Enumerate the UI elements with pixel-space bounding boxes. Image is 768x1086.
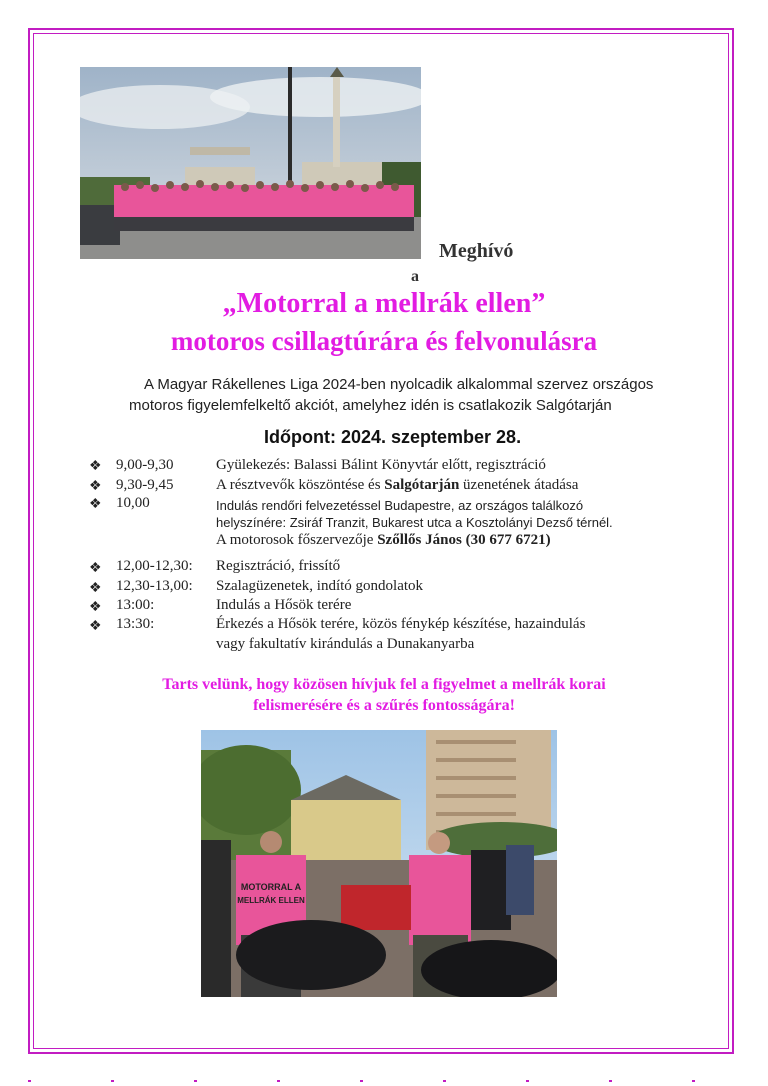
- invitation-heading: Meghívó: [439, 240, 514, 262]
- bikers-photo-salgotarjan: [201, 730, 557, 997]
- schedule-desc: Indulás rendőri felvezetéssel Budapestre, az országos találkozó: [216, 498, 584, 513]
- closing-line1: Tarts velünk, hogy közösen hívjuk fel a figyelmet a mellrák korai: [162, 676, 606, 693]
- schedule-desc: vagy fakultatív kirándulás a Dunakanyarba: [216, 636, 475, 652]
- event-title-line1: „Motorral a mellrák ellen”: [222, 288, 546, 319]
- organizer-contact: Szőllős János (30 677 6721): [377, 532, 551, 548]
- schedule-desc: helyszínére: Zsiráf Tranzit, Bukarest utca a Kosztolányi Dezső térnél.: [216, 515, 613, 530]
- schedule-time: 12,00-12,30:: [116, 558, 193, 574]
- schedule-desc: Szalagüzenetek, indító gondolatok: [216, 578, 424, 594]
- schedule-time: 13:30:: [116, 616, 155, 632]
- schedule-desc: Regisztráció, frissítő: [216, 558, 341, 574]
- bullet-icon: ❖: [89, 581, 102, 596]
- organizer-line: [216, 532, 551, 549]
- organizer-label: A motorosok főszervezője: [216, 532, 378, 548]
- event-date: Időpont: 2024. szeptember 28.: [264, 427, 522, 447]
- shirt-text-line2: MELLRÁK ELLEN: [237, 896, 305, 905]
- schedule-desc-bold: Salgótarján: [384, 477, 460, 493]
- intro-line2: motoros figyelemfelkeltő akciót, amelyhez idén is csatlakozik Salgótarján: [129, 397, 612, 414]
- bullet-icon: ❖: [89, 497, 102, 512]
- group-photo-heroes-square: [80, 67, 421, 259]
- schedule-time: 10,00: [116, 495, 150, 511]
- bullet-icon: ❖: [89, 479, 102, 494]
- schedule-time: 12,30-13,00:: [116, 578, 193, 594]
- bullet-icon: ❖: [89, 600, 102, 615]
- bullet-icon: ❖: [89, 619, 102, 634]
- shirt-text-line1: MOTORRAL A: [240, 882, 302, 892]
- bullet-icon: ❖: [89, 561, 102, 576]
- closing-line2: felismerésére és a szűrés fontosságára!: [253, 697, 515, 714]
- schedule-desc-text: üzenetének átadása: [459, 477, 579, 493]
- schedule-desc: Indulás a Hősök terére: [216, 597, 352, 613]
- schedule-desc-text: A résztvevők köszöntése és: [216, 477, 385, 493]
- page-bottom-dashes: [28, 1080, 734, 1082]
- article-a: a: [411, 268, 419, 285]
- bullet-icon: ❖: [89, 459, 102, 474]
- schedule-desc: [216, 477, 578, 494]
- schedule-time: 13:00:: [116, 597, 155, 613]
- event-title-line2: motoros csillagtúrára és felvonulásra: [170, 326, 598, 356]
- schedule-desc: Gyülekezés: Balassi Bálint Könyvtár előtt, regisztráció: [216, 457, 546, 473]
- intro-line1: A Magyar Rákellenes Liga 2024-ben nyolcadik alkalommal szervez országos: [144, 376, 654, 393]
- schedule-time: 9,30-9,45: [116, 477, 174, 493]
- schedule-desc: Érkezés a Hősök terére, közös fénykép készítése, hazaindulás: [216, 616, 586, 632]
- schedule-time: 9,00-9,30: [116, 457, 174, 473]
